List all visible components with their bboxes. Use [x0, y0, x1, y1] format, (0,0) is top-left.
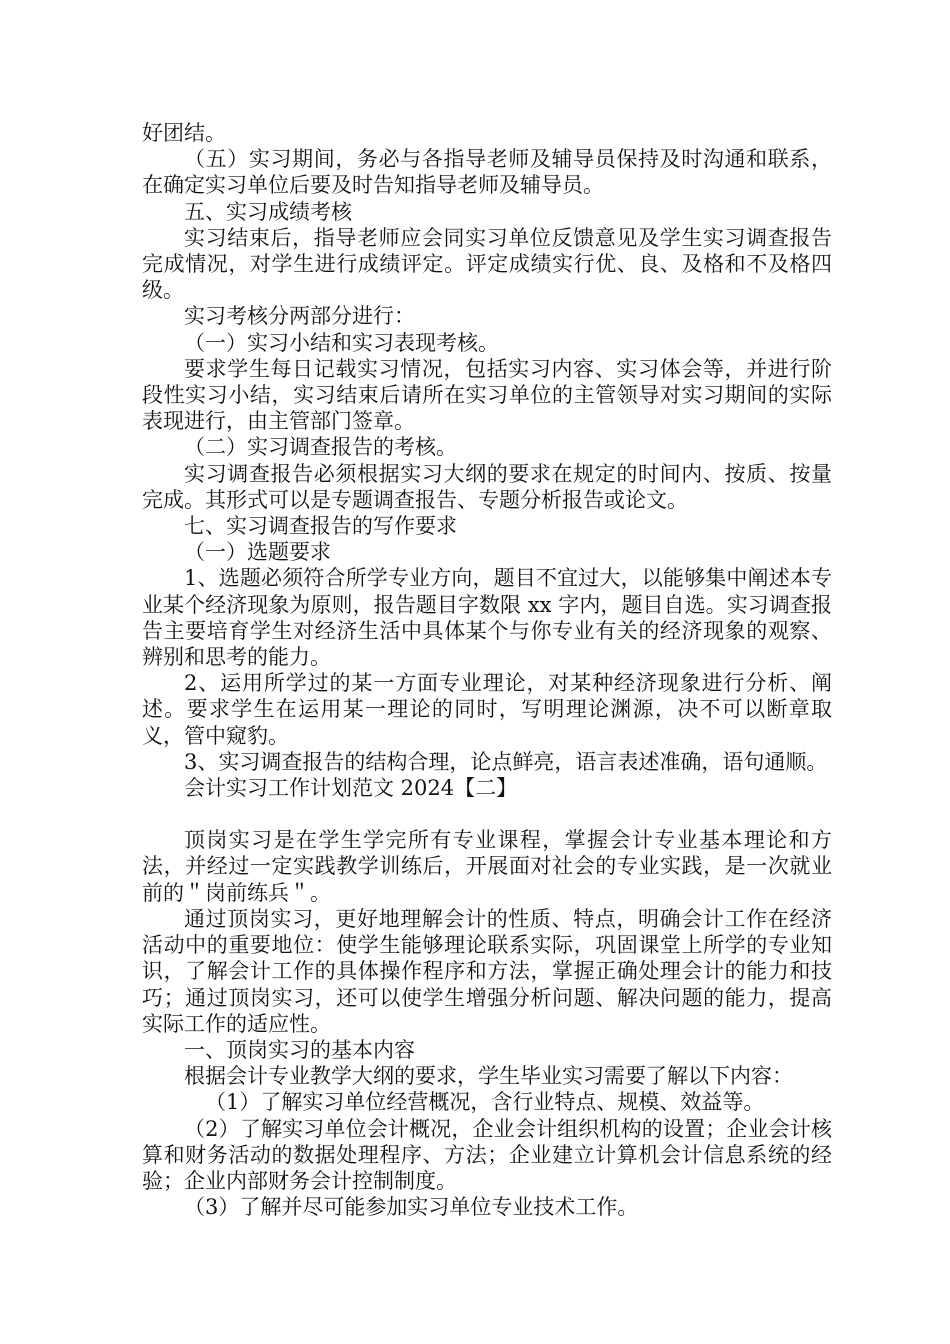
document-page — [142, 120, 832, 1220]
list-item: 3、实习调查报告的结构合理，论点鲜亮，语言表述准确，语句通顺。 — [184, 749, 828, 774]
paragraph: 实习考核分两部分进行： — [184, 304, 415, 329]
section-heading: 一、顶岗实习的基本内容 — [184, 1037, 415, 1062]
paragraph: 根据会计专业教学大纲的要求，学生毕业实习需要了解以下内容： — [184, 1064, 793, 1089]
list-item: （1）了解实习单位经营概况，含行业特点、规模、效益等。 — [205, 1090, 765, 1115]
paragraph-continuation: 好团结。 — [142, 121, 226, 145]
paragraph: 通过顶岗实习，更好地理解会计的性质、特点，明确会计工作在经济活动中的重要地位：使学生能够理论联系实际，巩固课堂上所学的专业知识，了解会计工作的具体操作程序和方法，掌握正确处理会计的能力和技巧；通过顶岗实习，还可以使学生增强分析问题、解决问题的能力，提高实际工作的适应性。 — [142, 906, 832, 1036]
list-item: （2）了解实习单位会计概况，企业会计组织机构的设置；企业会计核算和财务活动的数据处理程序、方法；企业建立计算机会计信息系统的经验；企业内部财务会计控制制度。 — [142, 1116, 832, 1193]
paragraph: 要求学生每日记载实习情况，包括实习内容、实习体会等，并进行阶段性实习小结，实习结束后请所在实习单位的主管领导对实习期间的实际表现进行，由主管部门签章。 — [142, 356, 832, 434]
list-item: （3）了解并尽可能参加实习单位专业技术工作。 — [184, 1195, 639, 1220]
document-title: 会计实习工作计划范文 2024【二】 — [184, 776, 518, 801]
list-item: 1、选题必须符合所学专业方向，题目不宜过大，以能够集中阐述本专业某个经济现象为原则，报告题目字数限 xx 字内，题目自选。实习调查报告主要培育学生对经济生活中具体某个与你专业有关的经济现象的观察、辨别和思考的能力。 — [142, 566, 832, 670]
blank-line — [142, 801, 832, 827]
paragraph: 实习调查报告必须根据实习大纲的要求在规定的时间内、按质、按量完成。其形式可以是专题调查报告、专题分析报告或论文。 — [142, 461, 832, 512]
subsection-heading: （二）实习调查报告的考核。 — [184, 435, 457, 460]
paragraph: （五）实习期间，务必与各指导老师及辅导员保持及时沟通和联系，在确定实习单位后要及时告知指导老师及辅导员。 — [142, 147, 832, 198]
section-heading: 五、实习成绩考核 — [184, 199, 352, 224]
subsection-heading: （一）选题要求 — [184, 540, 331, 565]
paragraph: 顶岗实习是在学生学完所有专业课程，掌握会计专业基本理论和方法，并经过一定实践教学训练后，开展面对社会的专业实践，是一次就业前的＂岗前练兵＂。 — [142, 828, 832, 905]
list-item: 2、运用所学过的某一方面专业理论，对某种经济现象进行分析、阐述。要求学生在运用某一理论的同时，写明理论渊源，决不可以断章取义，管中窥豹。 — [142, 671, 832, 748]
section-heading: 七、实习调查报告的写作要求 — [184, 514, 457, 539]
subsection-heading: （一）实习小结和实习表现考核。 — [184, 330, 499, 355]
paragraph: 实习结束后，指导老师应会同实习单位反馈意见及学生实习调查报告完成情况，对学生进行成绩评定。评定成绩实行优、良、及格和不及格四级。 — [142, 225, 832, 303]
